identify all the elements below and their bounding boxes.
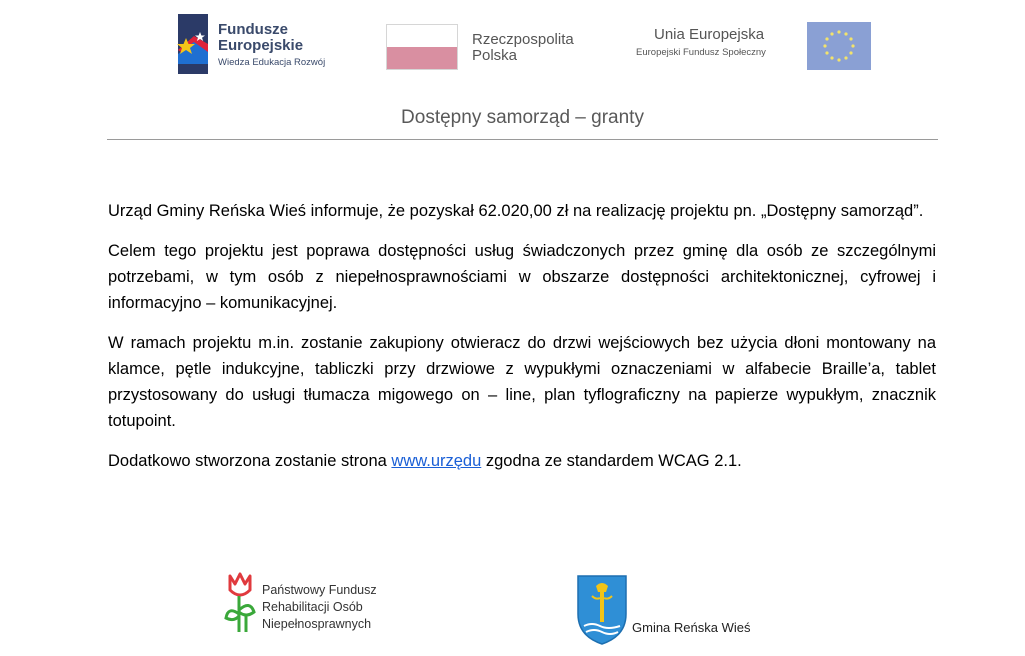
fundusze-europejskie-emblem-icon xyxy=(172,14,212,74)
gmina-renska-wies-logo xyxy=(576,574,786,646)
paragraph-website: Dodatkowo stworzona zostanie strona www.urzędu zgodna ze standardem WCAG 2.1. xyxy=(108,452,742,470)
tulip-icon xyxy=(224,570,258,636)
paragraph-project-scope: W ramach projektu m.in. zostanie zakupiony otwieracz do drzwi wejściowych bez użycia dłoni montowany na klamce, pętle indukcyjne, tabliczki przy drzwiowe z wypukłymi oznaczeniami w alfabecie Braille’a, tablet przystosowany do usługi tłumacza migowego on – line, plan tyflograficzny na papierze wypukłym, znacznik totupoint. xyxy=(108,334,936,430)
unia-europejska-subtitle: Europejski Fundusz Społeczny xyxy=(636,47,766,58)
rzeczpospolita-polska-name: Rzeczpospolita Polska xyxy=(472,31,574,64)
article-body xyxy=(108,198,936,488)
unia-europejska-logo xyxy=(636,22,876,72)
page-title: Dostępny samorząd – granty xyxy=(401,107,644,128)
fundusze-europejskie-subtitle: Wiedza Edukacja Rozwój xyxy=(218,57,326,68)
unia-europejska-name: Unia Europejska xyxy=(654,26,765,43)
paragraph-grant-info: Urząd Gminy Reńska Wieś informuje, że pozyskał 62.020,00 zł na realizację projektu pn. „Dostępny samorząd”. xyxy=(108,202,924,220)
fundusze-europejskie-name: Fundusze Europejskie xyxy=(218,21,304,54)
rzeczpospolita-polska-logo xyxy=(386,24,616,74)
title-divider xyxy=(107,139,938,140)
fundusze-europejskie-logo xyxy=(172,14,372,74)
pfron-name: Państwowy Fundusz Rehabilitacji Osób Niepełnosprawnych xyxy=(262,583,377,631)
polish-flag-icon xyxy=(386,24,458,70)
website-link[interactable]: www.urzędu xyxy=(391,452,482,470)
gmina-name: Gmina Reńska Wieś xyxy=(632,620,751,635)
paragraph-project-goal: Celem tego projektu jest poprawa dostępności usług świadczonych przez gminę dla osób ze szczególnymi potrzebami, w tym osób z niepełnosprawnościami w obszarze dostępności architektonicznej, cyfrowej i informacyjno – komunikacyjnej. xyxy=(108,242,936,312)
pfron-logo xyxy=(224,570,424,640)
eu-flag-icon xyxy=(807,22,871,70)
coat-of-arms-icon xyxy=(576,574,628,646)
eu-stars-icon xyxy=(807,22,871,70)
